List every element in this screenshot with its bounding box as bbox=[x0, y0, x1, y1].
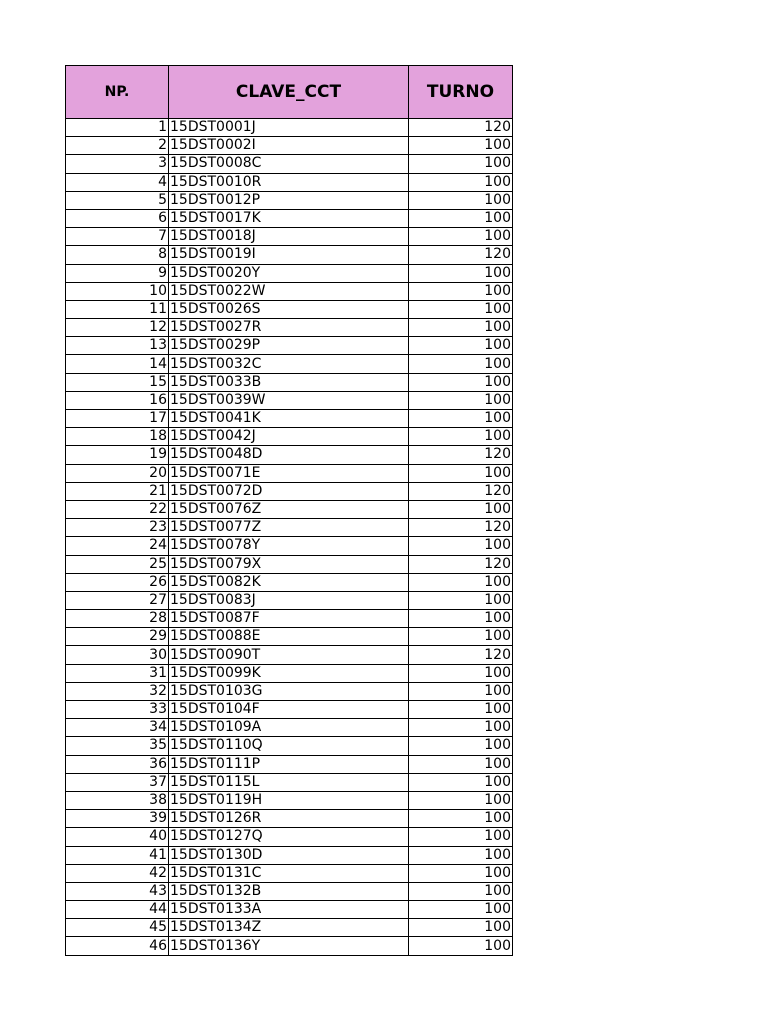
spreadsheet-sheet bbox=[65, 65, 512, 956]
cell-turno[interactable]: 100 bbox=[409, 701, 513, 719]
cell-turno[interactable]: 100 bbox=[409, 791, 513, 809]
table-row bbox=[66, 355, 513, 373]
cell-np[interactable]: 6 bbox=[66, 209, 169, 227]
cell-clave-cct[interactable]: 15DST0017K bbox=[169, 209, 409, 227]
cell-np[interactable]: 38 bbox=[66, 791, 169, 809]
cell-np[interactable]: 11 bbox=[66, 300, 169, 318]
cell-clave-cct[interactable]: 15DST0010R bbox=[169, 173, 409, 191]
cell-np[interactable]: 27 bbox=[66, 591, 169, 609]
cell-clave-cct[interactable]: 15DST0041K bbox=[169, 410, 409, 428]
table-row bbox=[66, 282, 513, 300]
cell-np[interactable]: 45 bbox=[66, 919, 169, 937]
cell-turno[interactable]: 100 bbox=[409, 337, 513, 355]
cell-np[interactable]: 46 bbox=[66, 937, 169, 955]
cell-np[interactable]: 37 bbox=[66, 773, 169, 791]
table-row bbox=[66, 719, 513, 737]
cell-clave-cct[interactable]: 15DST0012P bbox=[169, 191, 409, 209]
table-body bbox=[66, 119, 513, 956]
cell-np[interactable]: 31 bbox=[66, 664, 169, 682]
cell-turno[interactable]: 100 bbox=[409, 228, 513, 246]
cell-turno[interactable]: 120 bbox=[409, 646, 513, 664]
cell-turno[interactable]: 100 bbox=[409, 264, 513, 282]
table-row bbox=[66, 701, 513, 719]
cell-clave-cct[interactable]: 15DST0119H bbox=[169, 791, 409, 809]
cell-turno[interactable]: 100 bbox=[409, 137, 513, 155]
cell-np[interactable]: 4 bbox=[66, 173, 169, 191]
schools-table bbox=[65, 65, 513, 956]
cell-np[interactable]: 14 bbox=[66, 355, 169, 373]
cell-turno[interactable]: 100 bbox=[409, 682, 513, 700]
table-row bbox=[66, 410, 513, 428]
cell-turno[interactable]: 100 bbox=[409, 664, 513, 682]
cell-turno[interactable]: 120 bbox=[409, 446, 513, 464]
cell-clave-cct[interactable]: 15DST0008C bbox=[169, 155, 409, 173]
cell-clave-cct[interactable]: 15DST0071E bbox=[169, 464, 409, 482]
table-row bbox=[66, 137, 513, 155]
cell-np[interactable]: 18 bbox=[66, 428, 169, 446]
cell-clave-cct[interactable]: 15DST0126R bbox=[169, 810, 409, 828]
table-row bbox=[66, 573, 513, 591]
cell-np[interactable]: 26 bbox=[66, 573, 169, 591]
table-row bbox=[66, 937, 513, 955]
cell-np[interactable]: 39 bbox=[66, 810, 169, 828]
cell-turno[interactable]: 100 bbox=[409, 937, 513, 955]
table-row bbox=[66, 810, 513, 828]
cell-turno[interactable]: 100 bbox=[409, 591, 513, 609]
table-row bbox=[66, 755, 513, 773]
table-row bbox=[66, 319, 513, 337]
cell-np[interactable]: 16 bbox=[66, 391, 169, 409]
cell-clave-cct[interactable]: 15DST0087F bbox=[169, 610, 409, 628]
cell-turno[interactable]: 100 bbox=[409, 919, 513, 937]
cell-clave-cct[interactable]: 15DST0132B bbox=[169, 882, 409, 900]
cell-turno[interactable]: 100 bbox=[409, 391, 513, 409]
cell-clave-cct[interactable]: 15DST0083J bbox=[169, 591, 409, 609]
cell-clave-cct[interactable]: 15DST0039W bbox=[169, 391, 409, 409]
table-row bbox=[66, 901, 513, 919]
cell-np[interactable]: 36 bbox=[66, 755, 169, 773]
cell-turno[interactable]: 100 bbox=[409, 410, 513, 428]
cell-clave-cct[interactable]: 15DST0020Y bbox=[169, 264, 409, 282]
cell-clave-cct[interactable]: 15DST0133A bbox=[169, 901, 409, 919]
table-row bbox=[66, 264, 513, 282]
table-row bbox=[66, 482, 513, 500]
cell-np[interactable]: 30 bbox=[66, 646, 169, 664]
cell-np[interactable]: 22 bbox=[66, 500, 169, 518]
cell-clave-cct[interactable]: 15DST0048D bbox=[169, 446, 409, 464]
cell-clave-cct[interactable]: 15DST0110Q bbox=[169, 737, 409, 755]
cell-turno[interactable]: 100 bbox=[409, 773, 513, 791]
table-row bbox=[66, 500, 513, 518]
cell-np[interactable]: 33 bbox=[66, 701, 169, 719]
table-row bbox=[66, 773, 513, 791]
cell-turno[interactable]: 100 bbox=[409, 300, 513, 318]
table-header bbox=[66, 66, 513, 119]
table-row bbox=[66, 337, 513, 355]
cell-turno[interactable]: 100 bbox=[409, 373, 513, 391]
cell-clave-cct[interactable]: 15DST0072D bbox=[169, 482, 409, 500]
table-row bbox=[66, 246, 513, 264]
cell-np[interactable]: 35 bbox=[66, 737, 169, 755]
cell-turno[interactable]: 100 bbox=[409, 537, 513, 555]
cell-np[interactable]: 32 bbox=[66, 682, 169, 700]
cell-clave-cct[interactable]: 15DST0115L bbox=[169, 773, 409, 791]
cell-turno[interactable]: 100 bbox=[409, 191, 513, 209]
cell-np[interactable]: 34 bbox=[66, 719, 169, 737]
table-row bbox=[66, 446, 513, 464]
table-row bbox=[66, 646, 513, 664]
cell-turno[interactable]: 120 bbox=[409, 119, 513, 137]
cell-turno[interactable]: 100 bbox=[409, 828, 513, 846]
cell-turno[interactable]: 100 bbox=[409, 355, 513, 373]
cell-np[interactable]: 3 bbox=[66, 155, 169, 173]
cell-np[interactable]: 9 bbox=[66, 264, 169, 282]
cell-turno[interactable]: 100 bbox=[409, 428, 513, 446]
cell-clave-cct[interactable]: 15DST0088E bbox=[169, 628, 409, 646]
cell-turno[interactable]: 100 bbox=[409, 882, 513, 900]
cell-np[interactable]: 17 bbox=[66, 410, 169, 428]
cell-clave-cct[interactable]: 15DST0001J bbox=[169, 119, 409, 137]
cell-turno[interactable]: 100 bbox=[409, 464, 513, 482]
table-row bbox=[66, 555, 513, 573]
cell-np[interactable]: 1 bbox=[66, 119, 169, 137]
cell-clave-cct[interactable]: 15DST0099K bbox=[169, 664, 409, 682]
cell-clave-cct[interactable]: 15DST0131C bbox=[169, 864, 409, 882]
table-row bbox=[66, 919, 513, 937]
cell-np[interactable]: 13 bbox=[66, 337, 169, 355]
table-row bbox=[66, 155, 513, 173]
table-row bbox=[66, 682, 513, 700]
table-row bbox=[66, 119, 513, 137]
cell-np[interactable]: 25 bbox=[66, 555, 169, 573]
cell-clave-cct[interactable]: 15DST0077Z bbox=[169, 519, 409, 537]
cell-turno[interactable]: 100 bbox=[409, 737, 513, 755]
cell-turno[interactable]: 100 bbox=[409, 173, 513, 191]
table-row bbox=[66, 191, 513, 209]
header-clave-cct[interactable]: CLAVE_CCT bbox=[169, 66, 409, 119]
header-turno[interactable]: TURNO bbox=[409, 66, 513, 119]
cell-turno[interactable]: 120 bbox=[409, 519, 513, 537]
cell-np[interactable]: 28 bbox=[66, 610, 169, 628]
cell-clave-cct[interactable]: 15DST0111P bbox=[169, 755, 409, 773]
cell-turno[interactable]: 100 bbox=[409, 155, 513, 173]
cell-turno[interactable]: 100 bbox=[409, 901, 513, 919]
cell-clave-cct[interactable]: 15DST0090T bbox=[169, 646, 409, 664]
cell-clave-cct[interactable]: 15DST0109A bbox=[169, 719, 409, 737]
cell-clave-cct[interactable]: 15DST0018J bbox=[169, 228, 409, 246]
cell-clave-cct[interactable]: 15DST0022W bbox=[169, 282, 409, 300]
table-row bbox=[66, 300, 513, 318]
cell-clave-cct[interactable]: 15DST0002I bbox=[169, 137, 409, 155]
cell-np[interactable]: 20 bbox=[66, 464, 169, 482]
table-row bbox=[66, 846, 513, 864]
table-row bbox=[66, 610, 513, 628]
cell-np[interactable]: 8 bbox=[66, 246, 169, 264]
table-row bbox=[66, 391, 513, 409]
cell-turno[interactable]: 100 bbox=[409, 319, 513, 337]
cell-turno[interactable]: 120 bbox=[409, 555, 513, 573]
cell-np[interactable]: 44 bbox=[66, 901, 169, 919]
table-row bbox=[66, 864, 513, 882]
cell-clave-cct[interactable]: 15DST0026S bbox=[169, 300, 409, 318]
cell-turno[interactable]: 100 bbox=[409, 628, 513, 646]
cell-turno[interactable]: 100 bbox=[409, 209, 513, 227]
cell-clave-cct[interactable]: 15DST0076Z bbox=[169, 500, 409, 518]
cell-np[interactable]: 15 bbox=[66, 373, 169, 391]
cell-clave-cct[interactable]: 15DST0027R bbox=[169, 319, 409, 337]
cell-np[interactable]: 21 bbox=[66, 482, 169, 500]
cell-clave-cct[interactable]: 15DST0134Z bbox=[169, 919, 409, 937]
cell-clave-cct[interactable]: 15DST0136Y bbox=[169, 937, 409, 955]
table-row bbox=[66, 373, 513, 391]
cell-turno[interactable]: 100 bbox=[409, 719, 513, 737]
cell-turno[interactable]: 100 bbox=[409, 573, 513, 591]
cell-clave-cct[interactable]: 15DST0103G bbox=[169, 682, 409, 700]
cell-clave-cct[interactable]: 15DST0127Q bbox=[169, 828, 409, 846]
table-row bbox=[66, 428, 513, 446]
cell-clave-cct[interactable]: 15DST0104F bbox=[169, 701, 409, 719]
table-row bbox=[66, 228, 513, 246]
cell-np[interactable]: 29 bbox=[66, 628, 169, 646]
cell-clave-cct[interactable]: 15DST0082K bbox=[169, 573, 409, 591]
cell-turno[interactable]: 100 bbox=[409, 500, 513, 518]
table-row bbox=[66, 828, 513, 846]
table-row bbox=[66, 664, 513, 682]
table-row bbox=[66, 791, 513, 809]
cell-clave-cct[interactable]: 15DST0033B bbox=[169, 373, 409, 391]
cell-turno[interactable]: 120 bbox=[409, 482, 513, 500]
cell-np[interactable]: 12 bbox=[66, 319, 169, 337]
table-row bbox=[66, 209, 513, 227]
header-row bbox=[66, 66, 513, 119]
cell-np[interactable]: 5 bbox=[66, 191, 169, 209]
cell-clave-cct[interactable]: 15DST0042J bbox=[169, 428, 409, 446]
cell-np[interactable]: 23 bbox=[66, 519, 169, 537]
cell-turno[interactable]: 100 bbox=[409, 864, 513, 882]
cell-np[interactable]: 40 bbox=[66, 828, 169, 846]
cell-np[interactable]: 7 bbox=[66, 228, 169, 246]
table-row bbox=[66, 537, 513, 555]
cell-np[interactable]: 19 bbox=[66, 446, 169, 464]
cell-turno[interactable]: 100 bbox=[409, 282, 513, 300]
cell-np[interactable]: 2 bbox=[66, 137, 169, 155]
table-row bbox=[66, 519, 513, 537]
table-row bbox=[66, 882, 513, 900]
cell-turno[interactable]: 100 bbox=[409, 846, 513, 864]
cell-clave-cct[interactable]: 15DST0032C bbox=[169, 355, 409, 373]
cell-turno[interactable]: 100 bbox=[409, 610, 513, 628]
header-np[interactable]: NP. bbox=[66, 66, 169, 119]
cell-clave-cct[interactable]: 15DST0130D bbox=[169, 846, 409, 864]
table-row bbox=[66, 628, 513, 646]
cell-clave-cct[interactable]: 15DST0079X bbox=[169, 555, 409, 573]
cell-clave-cct[interactable]: 15DST0029P bbox=[169, 337, 409, 355]
cell-np[interactable]: 24 bbox=[66, 537, 169, 555]
cell-turno[interactable]: 120 bbox=[409, 246, 513, 264]
cell-np[interactable]: 42 bbox=[66, 864, 169, 882]
cell-clave-cct[interactable]: 15DST0019I bbox=[169, 246, 409, 264]
table-row bbox=[66, 737, 513, 755]
cell-np[interactable]: 41 bbox=[66, 846, 169, 864]
cell-turno[interactable]: 100 bbox=[409, 755, 513, 773]
table-row bbox=[66, 173, 513, 191]
cell-np[interactable]: 10 bbox=[66, 282, 169, 300]
table-row bbox=[66, 464, 513, 482]
cell-np[interactable]: 43 bbox=[66, 882, 169, 900]
cell-clave-cct[interactable]: 15DST0078Y bbox=[169, 537, 409, 555]
cell-turno[interactable]: 100 bbox=[409, 810, 513, 828]
table-row bbox=[66, 591, 513, 609]
